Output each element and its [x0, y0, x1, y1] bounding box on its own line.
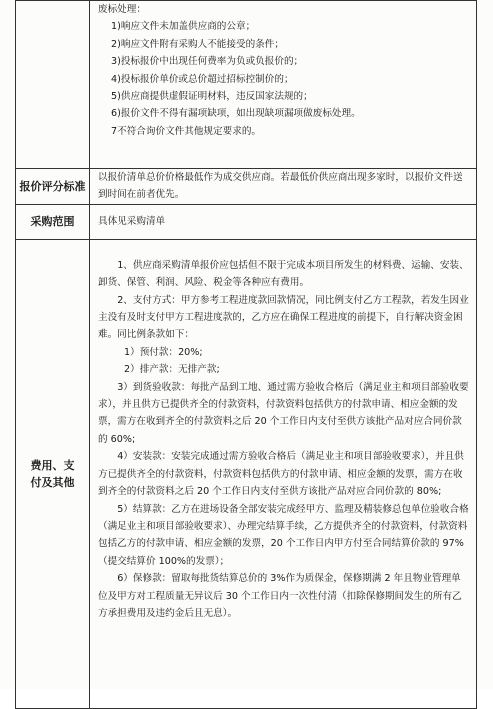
disposal-label-cell: [16, 1, 90, 169]
disposal-item-3: 3)投标报价中出现任何费率为负或负报价的；: [111, 56, 304, 68]
procurement-terms-table: [15, 0, 477, 709]
scope-text: 具体见采购清单: [90, 204, 477, 239]
disposal-item-2: 2)响应文件附有采购人不能接受的条件；: [111, 38, 284, 50]
scope-label: 采购范围: [16, 204, 90, 239]
disposal-content: [90, 1, 477, 169]
fees-output: 2）排产款：无排产款;: [124, 364, 220, 376]
disposal-heading: 废标处理：: [98, 4, 146, 15]
disposal-item-6: 6)报价文件不得有漏项缺项，如出现缺项漏项做废标处理。: [111, 108, 361, 120]
evaluation-text: 以报价清单总价价格最低作为成交供应商。若最低价供应商出现多家时，以报价文件送到时间在前者优先。: [90, 169, 477, 205]
fees-item-2: 2、支付方式：甲方参考工程进度款回款情况，同比例支付乙方工程款，若发生因业主没有及时支付甲方工程进度款的，乙方应在确保工程进度的前提下，自行解决资金困难。同比例条款如下：: [98, 294, 469, 341]
fees-content: [90, 239, 477, 708]
fees-row: [16, 239, 477, 708]
disposal-item-4: 4)投标报价单价或总价超过招标控制价的；: [111, 73, 294, 85]
disposal-item-5: 5)供应商提供虚假证明材料，违反国家法规的；: [111, 91, 313, 103]
fees-warranty: 6）保修款：留取每批货结算总价的 3%作为质保金，保修期满 2 年且物业管理单位及甲方对工程质量无异议后 30 个工作日内一次性付清（扣除保修期间发生的所有乙方承担费用及违约金后且无息）。: [98, 573, 462, 619]
fees-label: 费用、支付及其他: [16, 239, 90, 708]
fees-arrival: 3）到货验收款：每批产品到工地、通过需方验收合格后（满足业主和项目部验收要求），并且供方已提供齐全的付款资料，付款资料包括供方的付款申请、相应金额的发票，需方在收到齐全的付款资料之后 20 个工作日内支付至供方该批产品对应合同价款的 60%;: [98, 381, 469, 445]
evaluation-row: [16, 169, 477, 205]
fees-item-1: 1、供应商采购清单报价应包括但不限于完成本项目所发生的材料费、运输、安装、卸货、保管、利润、风险、税金等各种应有费用。: [98, 259, 469, 289]
disposal-row: [16, 1, 477, 169]
disposal-item-1: 1)响应文件未加盖供应商的公章；: [111, 21, 256, 33]
fees-install: 4）安装款：安装完成通过需方验收合格后（满足业主和项目部验收要求），并且供方已提供齐全的付款资料，付款资料包括供方的付款申请、相应金额的发票，需方在收到齐全的付款资料之后 20 个工作日内支付至供方该批产品对应合同价款的 80%;: [98, 451, 464, 498]
evaluation-label: 报价评分标准: [16, 169, 90, 205]
fees-settle: 5）结算款：乙方在进场设备全部安装完成经甲方、监理及精装修总包单位验收合格（满足业主和项目部验收要求）、办理完结算手续，乙方提供齐全的付款资料，付款资料包括乙方的付款申请、相应金额的发票，20 个工作日内甲方付至合同结算价款的 97%（提交结算价 100%的发票）；: [98, 503, 469, 567]
fees-prepay: 1）预付款：20%;: [124, 346, 203, 358]
disposal-item-7: 7不符合询价文件其他规定要求的。: [111, 125, 262, 137]
scope-row: [16, 204, 477, 239]
